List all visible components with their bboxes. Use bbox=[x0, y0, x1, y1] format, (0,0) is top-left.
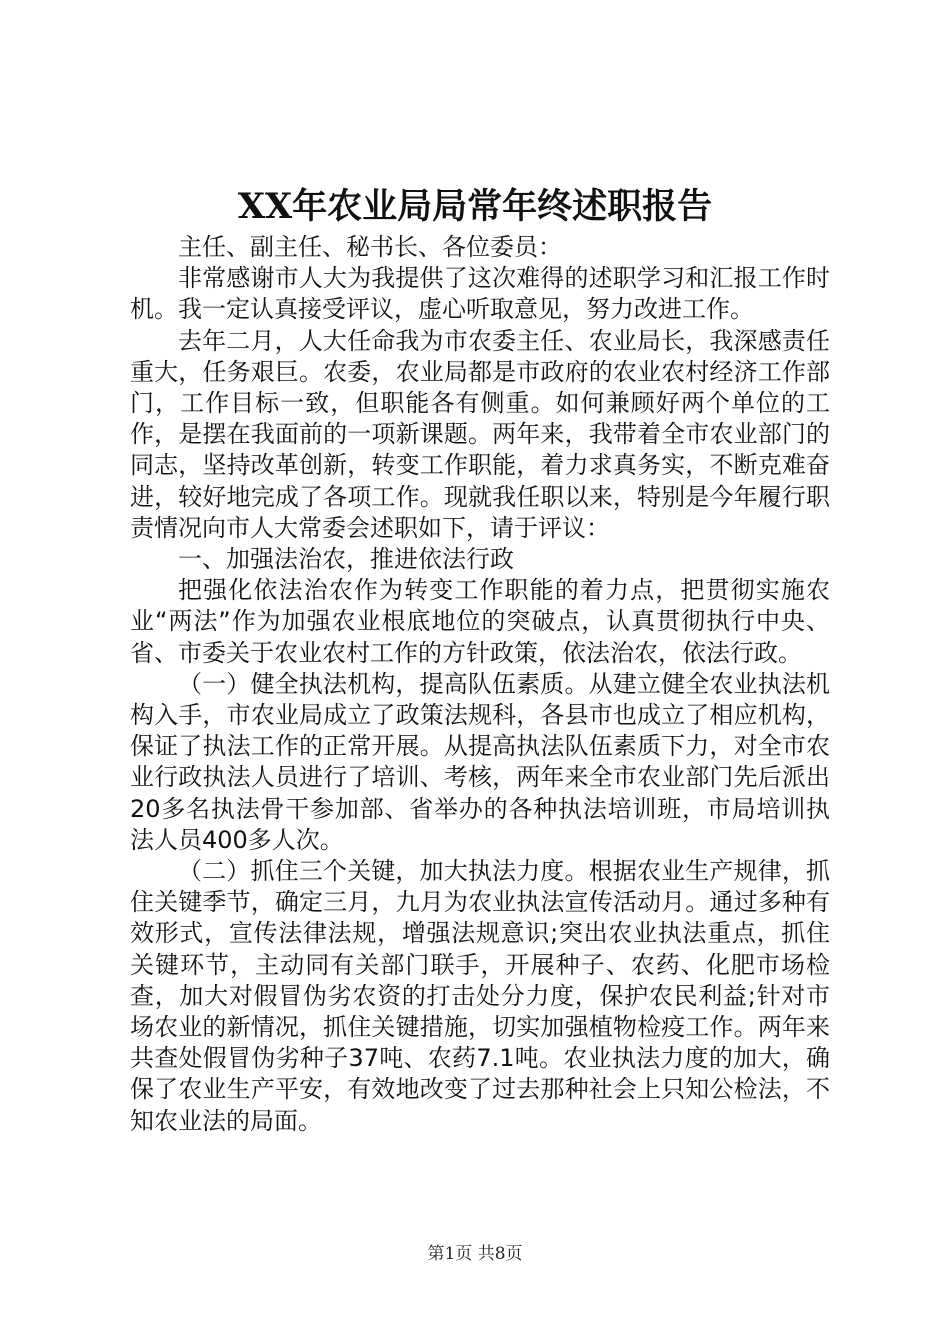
section-heading-1: 一、加强法治农，推进依法行政 bbox=[178, 545, 514, 574]
paragraph-subsection-2: （二）抓住三个关键，加大执法力度。根据农业生产规律，抓住关键季节，确定三月，九月为农业执法宣传活动月。通过多种有效形式，宣传法律法规，增强法规意识;突出农业执法重点，抓住关键环节，主动同有关部门联手，开展种子、农药、化肥市场检查，加大对假冒伪劣农资的打击处分力度，保护农民利益;针对市场农业的新情况，抓住关键措施，切实加强植物检疫工作。两年来共查处假冒伪劣种子37吨、农药7.1吨。农业执法力度的加大，确保了农业生产平安，有效地改变了过去那种社会上只知公检法，不知农业法的局面。 bbox=[130, 857, 830, 1135]
paragraph-intro: 去年二月，人大任命我为市农委主任、农业局长，我深感责任重大，任务艰巨。农委，农业局都是市政府的农业农村经济工作部门，工作目标一致，但职能各有侧重。如何兼顾好两个单位的工作，是摆在我面前的一项新课题。两年来，我带着全市农业部门的同志，坚持改革创新，转变工作职能，着力求真务实，不断克难奋进，较好地完成了各项工作。现就我任职以来，特别是今年履行职责情况向市人大常委会述职如下，请于评议： bbox=[130, 326, 830, 542]
page-number: 第1页 共8页 bbox=[427, 1244, 523, 1264]
paragraph-section-1: 把强化依法治农作为转变工作职能的着力点，把贯彻实施农业“两法”作为加强农业根底地位的突破点，认真贯彻执行中央、省、市委关于农业农村工作的方针政策，依法治农，依法行政。 bbox=[130, 576, 830, 667]
paragraph-subsection-1: （一）健全执法机构，提高队伍素质。从建立健全农业执法机构入手，市农业局成立了政策法规科，各县市也成立了相应机构，保证了执法工作的正常开展。从提高执法队伍素质下力，对全市农业行政执法人员进行了培训、考核，两年来全市农业部门先后派出20多名执法骨干参加部、省举办的各种执法培训班，市局培训执法人员400多人次。 bbox=[130, 669, 830, 854]
salutation: 主任、副主任、秘书长、各位委员： bbox=[178, 233, 562, 261]
document-body bbox=[130, 232, 830, 1137]
document-title: XX年农业局局常年终述职报告 bbox=[237, 186, 713, 227]
paragraph-thanks: 非常感谢市人大为我提供了这次难得的述职学习和汇报工作时机。我一定认真接受评议，虚心听取意见，努力改进工作。 bbox=[130, 264, 830, 324]
